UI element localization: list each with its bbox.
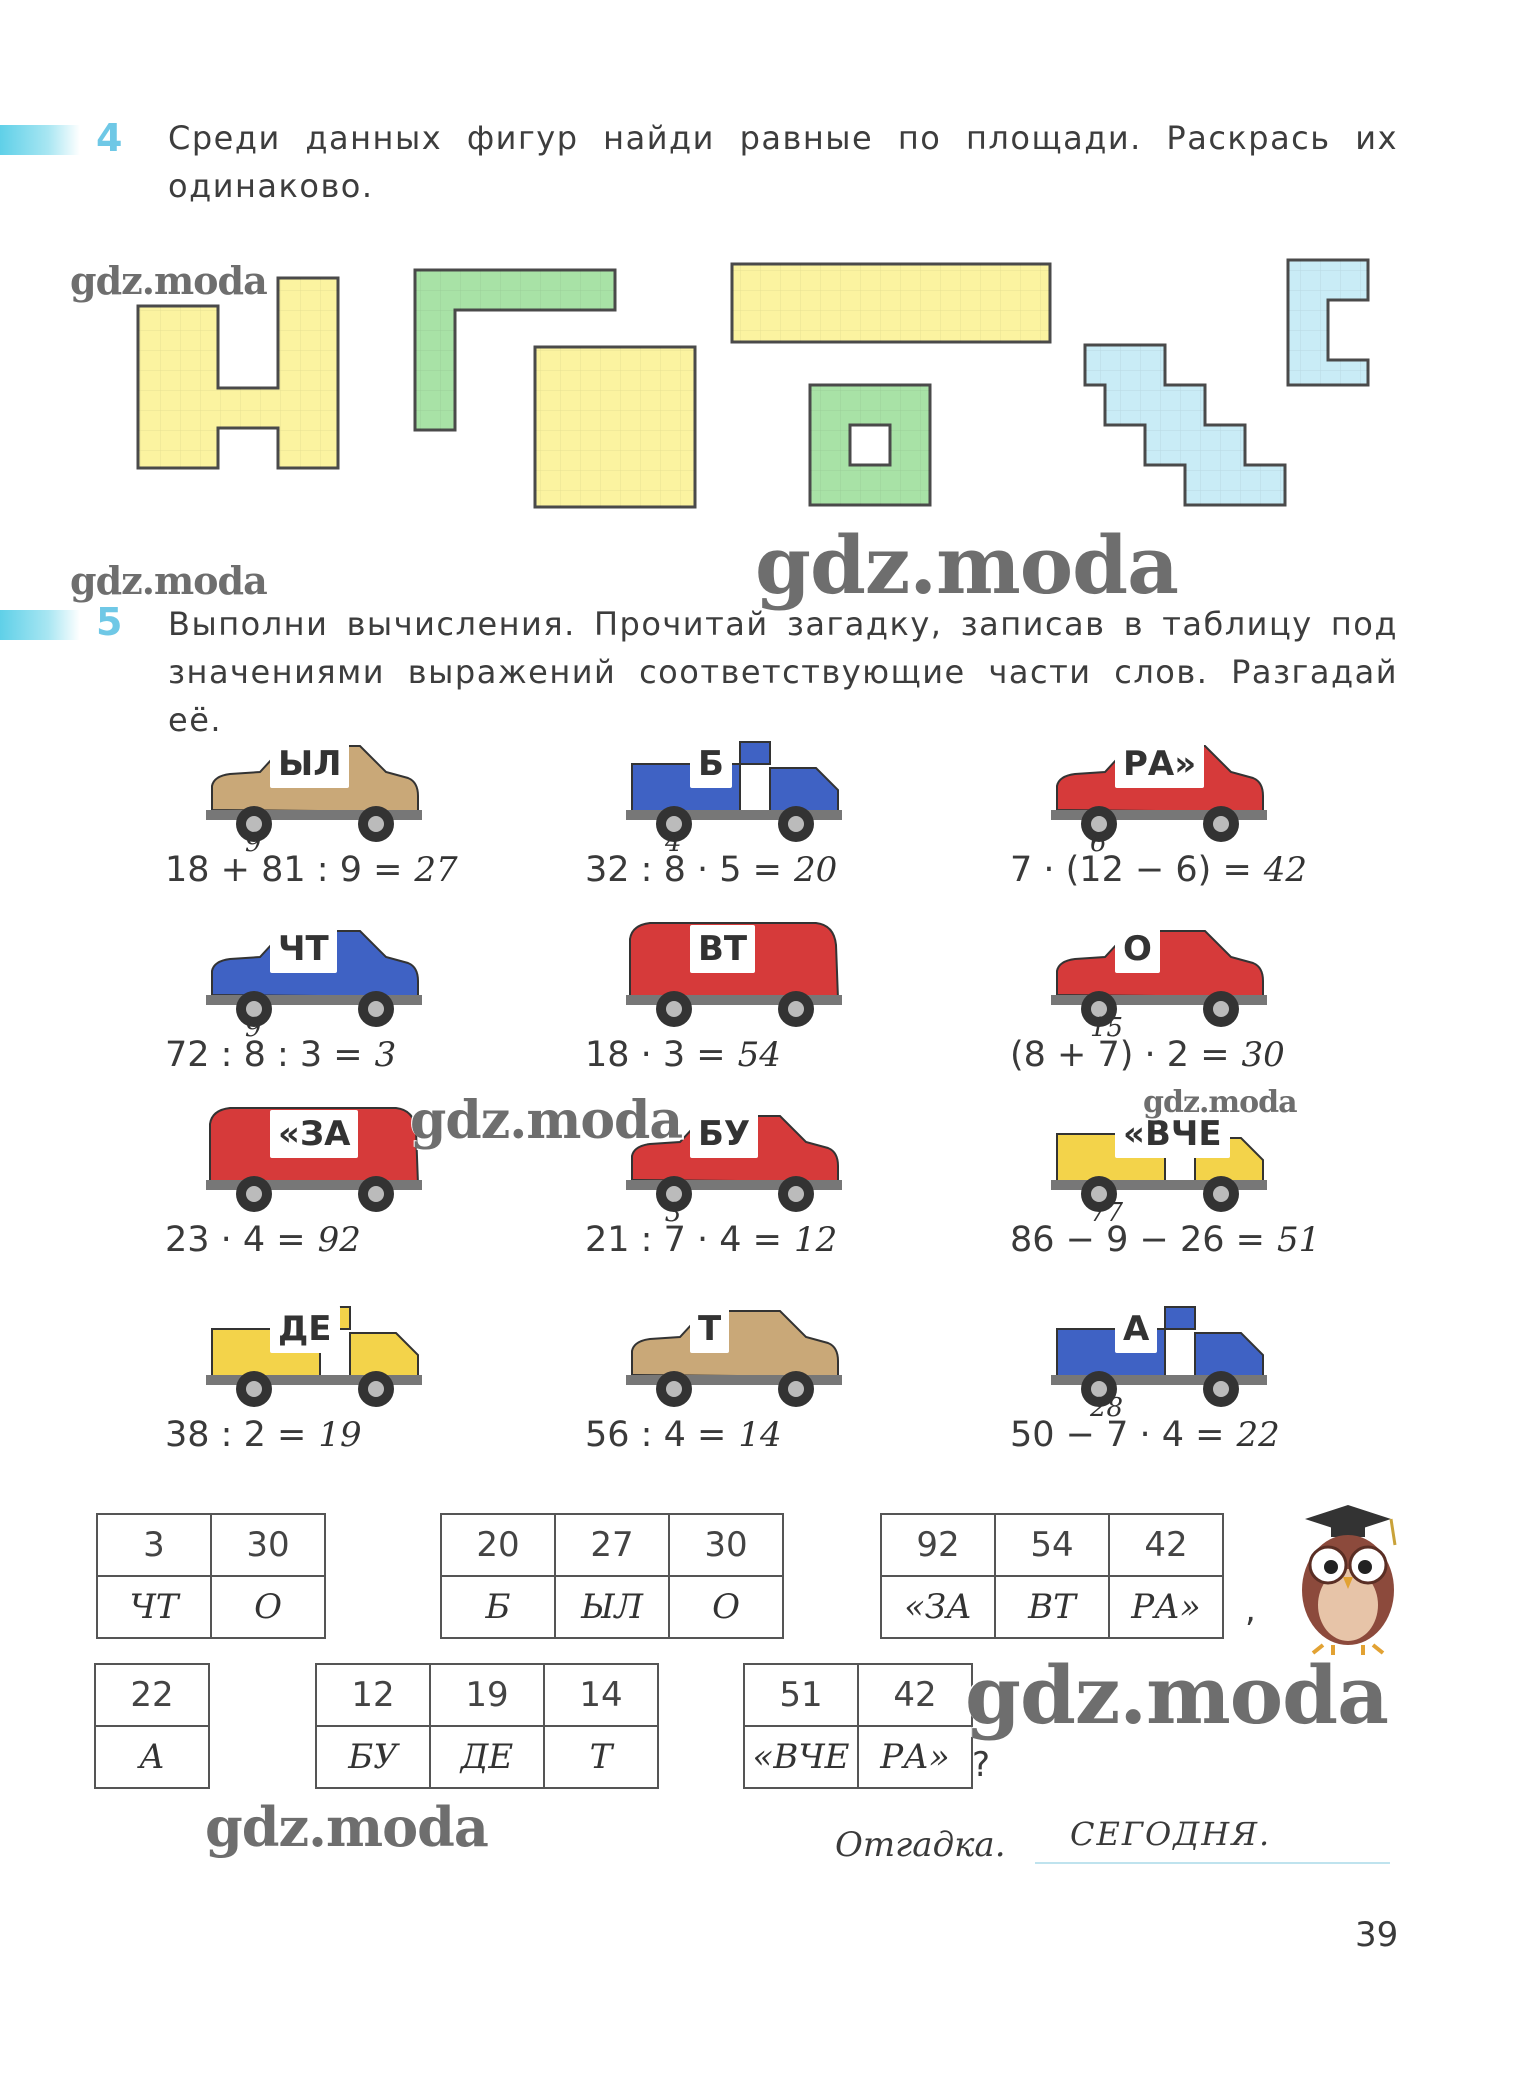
intermediate-result-note: 15 <box>1090 1013 1124 1043</box>
car-word-label: РА» <box>1115 740 1204 788</box>
riddle-table-6 <box>743 1663 973 1789</box>
answer-value: СЕГОДНЯ. <box>1070 1815 1272 1853</box>
expression-answer: 14 <box>738 1415 782 1455</box>
table-word: ЧТ <box>97 1576 211 1638</box>
table-number: 19 <box>430 1664 544 1726</box>
table-word: «ВЧЕ <box>744 1726 858 1788</box>
car-word-label: ЫЛ <box>270 740 349 788</box>
car-illustration <box>620 905 850 1035</box>
math-expression <box>165 1220 361 1260</box>
table-word: БУ <box>316 1726 430 1788</box>
car-word-label: «ВЧЕ <box>1115 1110 1230 1158</box>
expression-answer: 54 <box>737 1035 781 1075</box>
intermediate-result-note: 3 <box>665 1198 682 1228</box>
task5-marker-bar <box>0 610 80 640</box>
riddle-table-2 <box>440 1513 784 1639</box>
car-illustration <box>1045 720 1275 850</box>
expression-text: 38 : 2 = <box>165 1415 307 1455</box>
car-illustration <box>1045 905 1275 1035</box>
watermark: gdz.moda <box>410 1090 683 1151</box>
car-illustration <box>1045 1285 1275 1415</box>
table-number: 92 <box>881 1514 995 1576</box>
comma: , <box>1245 1590 1256 1630</box>
expression-answer: 19 <box>318 1415 362 1455</box>
car-word-label: ВТ <box>690 925 755 973</box>
car-icon <box>620 1285 850 1415</box>
task5-text: Выполни вычисления. Прочитай загадку, записав в таблицу под значениями выражений соответствующие части слов. Разгадай её. <box>168 605 1398 739</box>
math-expression <box>165 850 458 890</box>
page-number: 39 <box>1355 1915 1399 1955</box>
table-word: Т <box>544 1726 658 1788</box>
answer-underline <box>1035 1862 1390 1864</box>
task4-marker-bar <box>0 125 80 155</box>
expression-answer: 22 <box>1236 1415 1280 1455</box>
math-expression <box>585 1035 781 1075</box>
math-expression <box>165 1415 362 1455</box>
car-word-label: «ЗА <box>270 1110 358 1158</box>
watermark: gdz.moda <box>70 558 267 603</box>
riddle-table-3 <box>880 1513 1224 1639</box>
long-rectangle-shape <box>732 264 1050 342</box>
riddle-table-1 <box>96 1513 326 1639</box>
answer-label: Отгадка. <box>835 1825 1006 1865</box>
expression-answer: 12 <box>793 1220 838 1260</box>
car-word-label: ЧТ <box>270 925 337 973</box>
table-word: Б <box>441 1576 555 1638</box>
car-icon <box>620 720 850 850</box>
expression-text: 23 · 4 = <box>165 1220 306 1260</box>
expression-answer: 51 <box>1276 1220 1321 1260</box>
expression-answer: 27 <box>414 850 458 890</box>
watermark: gdz.moda <box>205 1795 488 1859</box>
table-number: 30 <box>211 1514 325 1576</box>
table-number: 27 <box>555 1514 669 1576</box>
table-word: О <box>669 1576 783 1638</box>
expression-answer: 3 <box>374 1035 397 1075</box>
car-word-label: ДЕ <box>270 1305 340 1353</box>
math-expression <box>585 850 837 890</box>
watermark: gdz.moda <box>1143 1085 1297 1120</box>
riddle-table-4 <box>94 1663 210 1789</box>
expression-answer: 92 <box>317 1220 361 1260</box>
table-number: 42 <box>1109 1514 1223 1576</box>
intermediate-result-note: 28 <box>1090 1393 1124 1423</box>
intermediate-result-note: 77 <box>1090 1198 1124 1228</box>
task4-text: Среди данных фигур найди равные по площади. Раскрась их одинаково. <box>168 119 1398 205</box>
car-illustration <box>620 720 850 850</box>
math-expression <box>585 1220 837 1260</box>
watermark: gdz.moda <box>755 518 1178 612</box>
math-expression <box>585 1415 782 1455</box>
expression-text: 56 : 4 = <box>585 1415 727 1455</box>
car-word-label: А <box>1115 1305 1157 1353</box>
expression-text: (8 + 7) · 2 = <box>1010 1035 1230 1075</box>
expression-answer: 20 <box>793 850 838 890</box>
staircase-shape <box>1085 345 1285 505</box>
math-expression <box>1010 850 1307 890</box>
bracket-shape <box>1288 260 1368 385</box>
task4-number: 4 <box>96 116 123 160</box>
car-illustration <box>200 1285 430 1415</box>
math-expression <box>1010 1220 1320 1260</box>
intermediate-result-note: 9 <box>245 828 262 858</box>
table-number: 42 <box>858 1664 972 1726</box>
area-shapes-figure <box>120 250 1390 530</box>
table-number: 22 <box>95 1664 209 1726</box>
car-word-label: О <box>1115 925 1160 973</box>
table-number: 30 <box>669 1514 783 1576</box>
expression-text: 72 : 8 : 3 = <box>165 1035 363 1075</box>
math-expression <box>1010 1415 1280 1455</box>
watermark: gdz.moda <box>965 1648 1388 1742</box>
riddle-table-5 <box>315 1663 659 1789</box>
table-word: РА» <box>858 1726 972 1788</box>
table-word: ДЕ <box>430 1726 544 1788</box>
table-word: ВТ <box>995 1576 1109 1638</box>
math-expression <box>165 1035 396 1075</box>
h-shape <box>138 278 338 468</box>
square-shape <box>535 347 695 507</box>
expression-text: 18 + 81 : 9 = <box>165 850 403 890</box>
frame-shape <box>810 385 930 505</box>
car-illustration <box>620 1285 850 1415</box>
watermark: gdz.moda <box>70 258 267 303</box>
expression-text: 86 − 9 − 26 = <box>1010 1220 1265 1260</box>
table-number: 3 <box>97 1514 211 1576</box>
car-word-label: БУ <box>690 1110 758 1158</box>
table-word: А <box>95 1726 209 1788</box>
car-illustration <box>200 905 430 1035</box>
table-word: ЫЛ <box>555 1576 669 1638</box>
math-expression <box>1010 1035 1285 1075</box>
expression-text: 32 : 8 · 5 = <box>585 850 782 890</box>
car-icon <box>1045 1285 1275 1415</box>
expression-text: 7 · (12 − 6) = <box>1010 850 1252 890</box>
intermediate-result-note: 6 <box>1090 828 1107 858</box>
table-number: 51 <box>744 1664 858 1726</box>
table-word: О <box>211 1576 325 1638</box>
expression-answer: 42 <box>1263 850 1308 890</box>
table-number: 14 <box>544 1664 658 1726</box>
expression-text: 18 · 3 = <box>585 1035 726 1075</box>
question-mark: ? <box>972 1745 991 1785</box>
car-word-label: Б <box>690 740 732 788</box>
table-number: 54 <box>995 1514 1109 1576</box>
intermediate-result-note: 4 <box>665 828 682 858</box>
table-word: «ЗА <box>881 1576 995 1638</box>
car-illustration <box>200 720 430 850</box>
intermediate-result-note: 9 <box>245 1013 262 1043</box>
car-word-label: Т <box>690 1305 729 1353</box>
expression-answer: 30 <box>1241 1035 1285 1075</box>
expression-text: 50 − 7 · 4 = <box>1010 1415 1225 1455</box>
table-word: РА» <box>1109 1576 1223 1638</box>
owl-illustration <box>1283 1505 1413 1655</box>
expression-text: 21 : 7 · 4 = <box>585 1220 782 1260</box>
car-icon <box>1045 905 1275 1035</box>
car-illustration <box>200 1090 430 1220</box>
table-number: 12 <box>316 1664 430 1726</box>
task5-number: 5 <box>96 600 123 644</box>
table-number: 20 <box>441 1514 555 1576</box>
